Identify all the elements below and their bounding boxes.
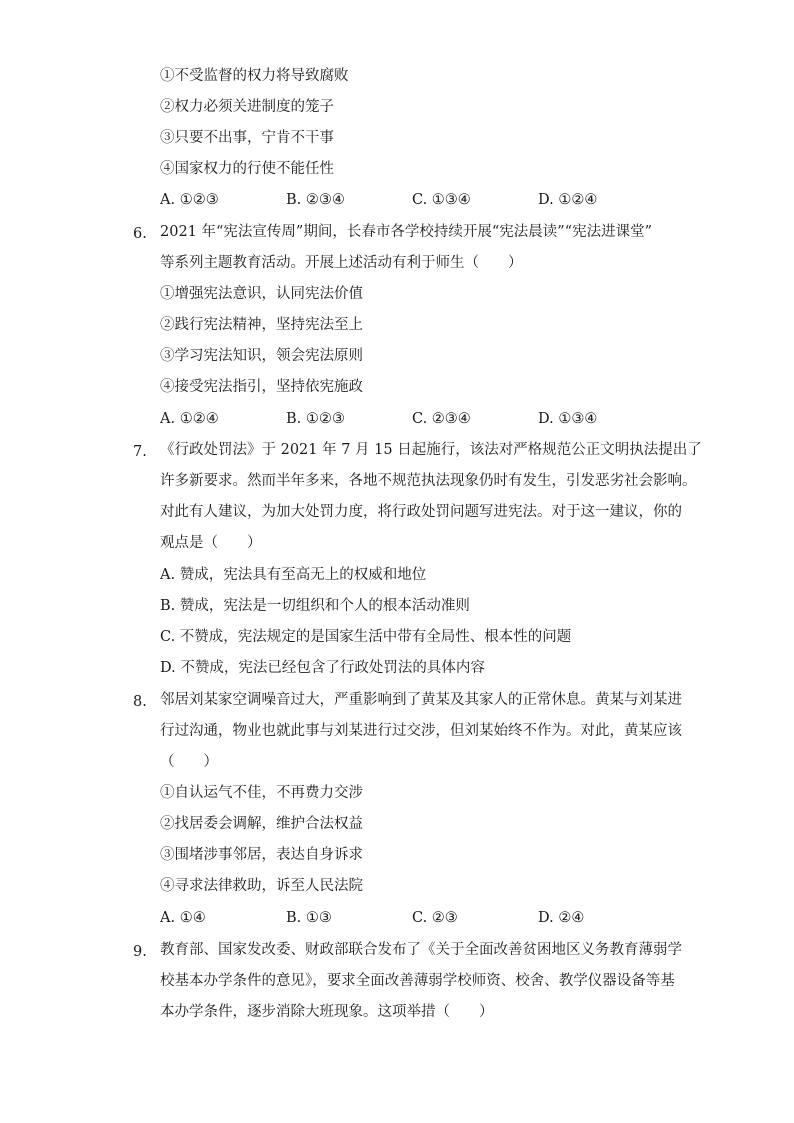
q7-stem-line-4: 观点是（ ）	[160, 535, 262, 551]
q5-option-d[interactable]: D. ①②④	[538, 192, 598, 208]
q5-statement-4: ④国家权力的行使不能任性	[160, 161, 334, 177]
q6-statement-2: ②践行宪法精神，坚持宪法至上	[160, 317, 363, 333]
q8-stem-line-2: 行过沟通，物业也就此事与刘某进行过交涉，但刘某始终不作为。对此，黄某应该	[160, 723, 682, 739]
q6-number: 6.	[133, 226, 147, 242]
q6-stem-line-1: 2021 年“宪法宣传周”期间，长春市各学校持续开展“宪法晨读”“宪法进课堂”	[160, 224, 652, 240]
q7-stem-line-2: 许多新要求。然而半年多来，各地不规范执法现象仍时有发生，引发恶劣社会影响。	[160, 473, 697, 489]
q7-number: 7.	[133, 444, 147, 460]
q8-option-a[interactable]: A. ①④	[160, 910, 206, 926]
q5-statement-2: ②权力必须关进制度的笼子	[160, 99, 334, 115]
q8-statement-2: ②找居委会调解，维护合法权益	[160, 816, 363, 832]
q6-statement-3: ③学习宪法知识，领会宪法原则	[160, 348, 363, 364]
q5-option-b[interactable]: B. ②③④	[286, 192, 345, 208]
q6-statement-1: ①增强宪法意识，认同宪法价值	[160, 286, 363, 302]
q6-stem-line-2: 等系列主题教育活动。开展上述活动有利于师生（ ）	[160, 255, 523, 271]
q6-option-c[interactable]: C. ②③④	[412, 411, 471, 427]
q6-option-d[interactable]: D. ①③④	[538, 411, 598, 427]
q6-statement-4: ④接受宪法指引，坚持依宪施政	[160, 379, 363, 395]
q6-option-b[interactable]: B. ①②③	[286, 411, 345, 427]
q9-stem-line-3: 本办学条件，逐步消除大班现象。这项举措（ ）	[160, 1004, 494, 1020]
q8-number: 8.	[133, 694, 147, 710]
q8-stem-line-3: （ ）	[160, 754, 218, 770]
q7-stem-line-1: 《行政处罚法》于 2021 年 7 月 15 日起施行，该法对严格规范公正文明执法提出了	[160, 442, 702, 458]
q7-option-a[interactable]: A. 赞成，宪法具有至高无上的权威和地位	[160, 567, 427, 583]
q7-stem-line-3: 对此有人建议，为加大处罚力度，将行政处罚问题写进宪法。对于这一建议，你的	[160, 504, 682, 520]
q5-statement-3: ③只要不出事，宁肯不干事	[160, 130, 334, 146]
q5-statement-1: ①不受监督的权力将导致腐败	[160, 68, 349, 84]
q8-option-b[interactable]: B. ①③	[286, 910, 332, 926]
q8-stem-line-1: 邻居刘某家空调噪音过大，严重影响到了黄某及其家人的正常休息。黄某与刘某进	[160, 692, 682, 708]
q6-option-a[interactable]: A. ①②④	[160, 411, 219, 427]
q9-stem-line-1: 教育部、国家发改委、财政部联合发布了《关于全面改善贫困地区义务教育薄弱学	[160, 942, 682, 958]
q8-statement-3: ③围堵涉事邻居，表达自身诉求	[160, 847, 363, 863]
q5-option-a[interactable]: A. ①②③	[160, 192, 219, 208]
q8-option-c[interactable]: C. ②③	[412, 910, 458, 926]
q8-statement-4: ④寻求法律救助，诉至人民法院	[160, 878, 363, 894]
q7-option-b[interactable]: B. 赞成，宪法是一切组织和个人的根本活动准则	[160, 598, 470, 614]
q7-option-c[interactable]: C. 不赞成，宪法规定的是国家生活中带有全局性、根本性的问题	[160, 629, 572, 645]
q8-option-d[interactable]: D. ②④	[538, 910, 585, 926]
q9-stem-line-2: 校基本办学条件的意见》，要求全面改善薄弱学校师资、校舍、教学仪器设备等基	[160, 973, 675, 989]
q5-option-c[interactable]: C. ①③④	[412, 192, 471, 208]
q8-statement-1: ①自认运气不佳，不再费力交涉	[160, 785, 363, 801]
q7-option-d[interactable]: D. 不赞成，宪法已经包含了行政处罚法的具体内容	[160, 660, 485, 676]
q9-number: 9.	[133, 944, 147, 960]
